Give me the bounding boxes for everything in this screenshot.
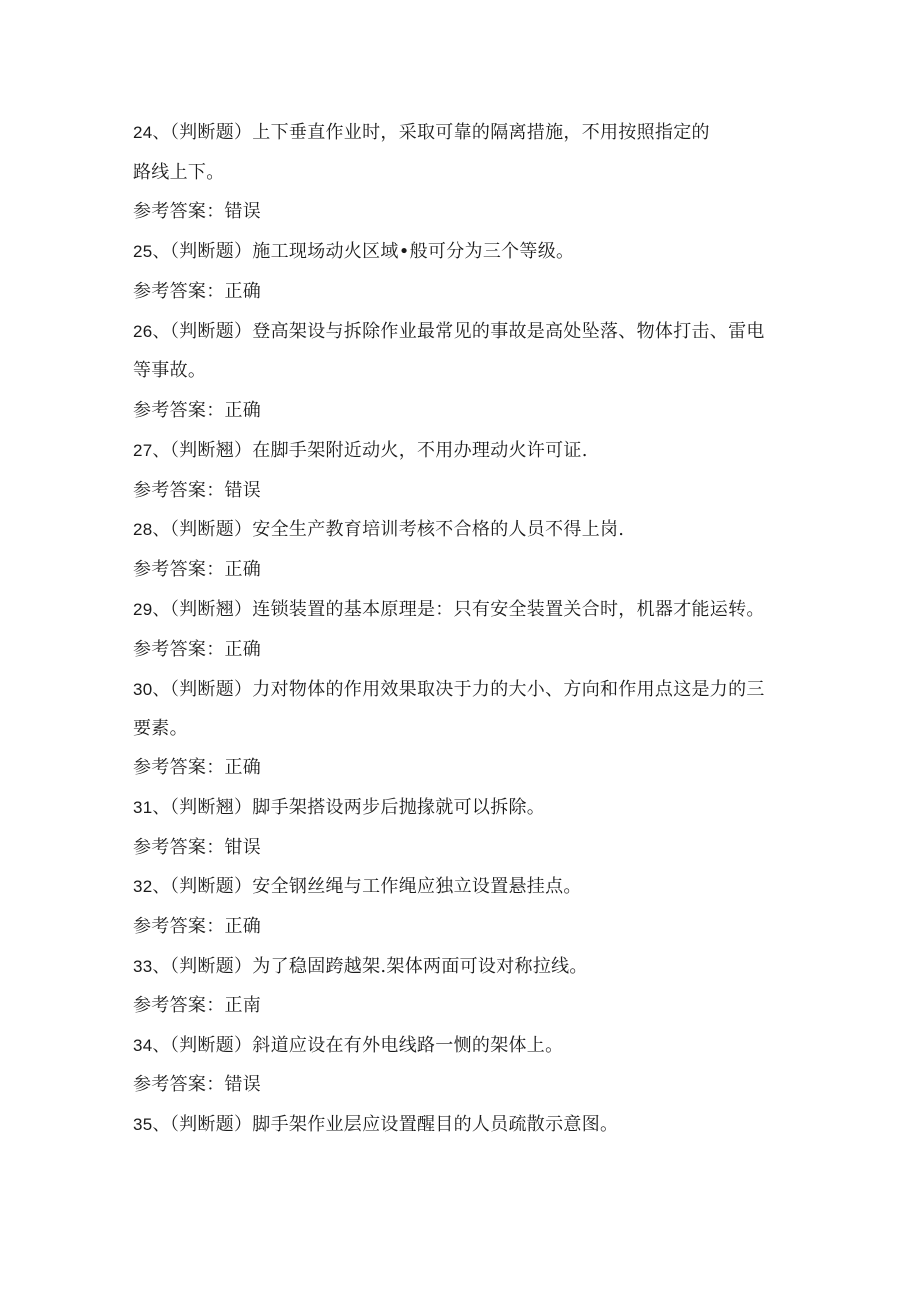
question-number: 34、 <box>133 1036 170 1055</box>
question-31 <box>133 796 545 820</box>
question-30-continuation: 要素。 <box>133 718 188 739</box>
question-number: 25、 <box>133 242 170 261</box>
answer-27: 参考答案：错误 <box>133 480 262 501</box>
question-28 <box>133 518 624 542</box>
question-text: （判断题）安全钢丝绳与工作绳应独立设置悬挂点。 <box>169 876 582 897</box>
question-text: （判断题）上下垂直作业时，采取可靠的隔离措施，不用按照指定的 <box>169 122 710 143</box>
question-text: （判断题）脚手架作业层应设置醒目的人员疏散示意图。 <box>169 1114 619 1135</box>
question-number: 24、 <box>133 123 170 142</box>
question-34 <box>133 1034 563 1058</box>
question-text: （判断题）力对物体的作用效果取决于力的大小、方向和作用点这是力的三 <box>169 679 765 700</box>
question-number: 33、 <box>133 957 170 976</box>
question-26 <box>133 320 765 344</box>
question-number: 27、 <box>133 441 170 460</box>
answer-25: 参考答案：正确 <box>133 281 262 302</box>
answer-34: 参考答案：错误 <box>133 1074 262 1095</box>
question-text: （判断题）为了稳固跨越架.架体两面可设对称拉线。 <box>169 956 588 977</box>
question-text: （判断翘）脚手架搭设两步后抛掾就可以拆除。 <box>169 797 546 818</box>
answer-31: 参考答案：钳误 <box>133 837 262 858</box>
question-number: 28、 <box>133 520 170 539</box>
answer-24: 参考答案：错误 <box>133 201 262 222</box>
question-24 <box>133 121 710 145</box>
question-number: 35、 <box>133 1115 170 1134</box>
question-35 <box>133 1113 618 1137</box>
question-number: 29、 <box>133 600 170 619</box>
question-30 <box>133 678 765 702</box>
question-text: （判断题）登高架设与拆除作业最常见的事故是高处坠落、物体打击、雷电 <box>169 321 765 342</box>
question-number: 30、 <box>133 680 170 699</box>
question-32 <box>133 875 582 899</box>
answer-28: 参考答案：正确 <box>133 559 262 580</box>
question-25 <box>133 240 574 264</box>
question-number: 31、 <box>133 798 170 817</box>
answer-30: 参考答案：正确 <box>133 757 262 778</box>
question-text: （判断题）施工现场动火区域•般可分为三个等级。 <box>169 241 575 262</box>
question-text: （判断题）安全生产教育培训考核不合格的人员不得上岗. <box>169 519 625 540</box>
question-27 <box>133 439 588 463</box>
answer-33: 参考答案：正南 <box>133 995 262 1016</box>
question-33 <box>133 955 588 979</box>
question-text: （判断翘）连锁装置的基本原理是：只有安全装置关合时，机器才能运转。 <box>169 599 765 620</box>
question-29 <box>133 598 765 622</box>
question-number: 26、 <box>133 322 170 341</box>
question-text: （判断翘）在脚手架附近动火，不用办理动火许可证. <box>169 440 588 461</box>
question-26-continuation: 等事故。 <box>133 360 207 381</box>
question-24-continuation: 路线上下。 <box>133 162 225 183</box>
question-text: （判断题）斜道应设在有外电线路一恻的架体上。 <box>169 1035 564 1056</box>
answer-26: 参考答案：正确 <box>133 400 262 421</box>
question-number: 32、 <box>133 877 170 896</box>
answer-29: 参考答案：正确 <box>133 639 262 660</box>
answer-32: 参考答案：正确 <box>133 916 262 937</box>
